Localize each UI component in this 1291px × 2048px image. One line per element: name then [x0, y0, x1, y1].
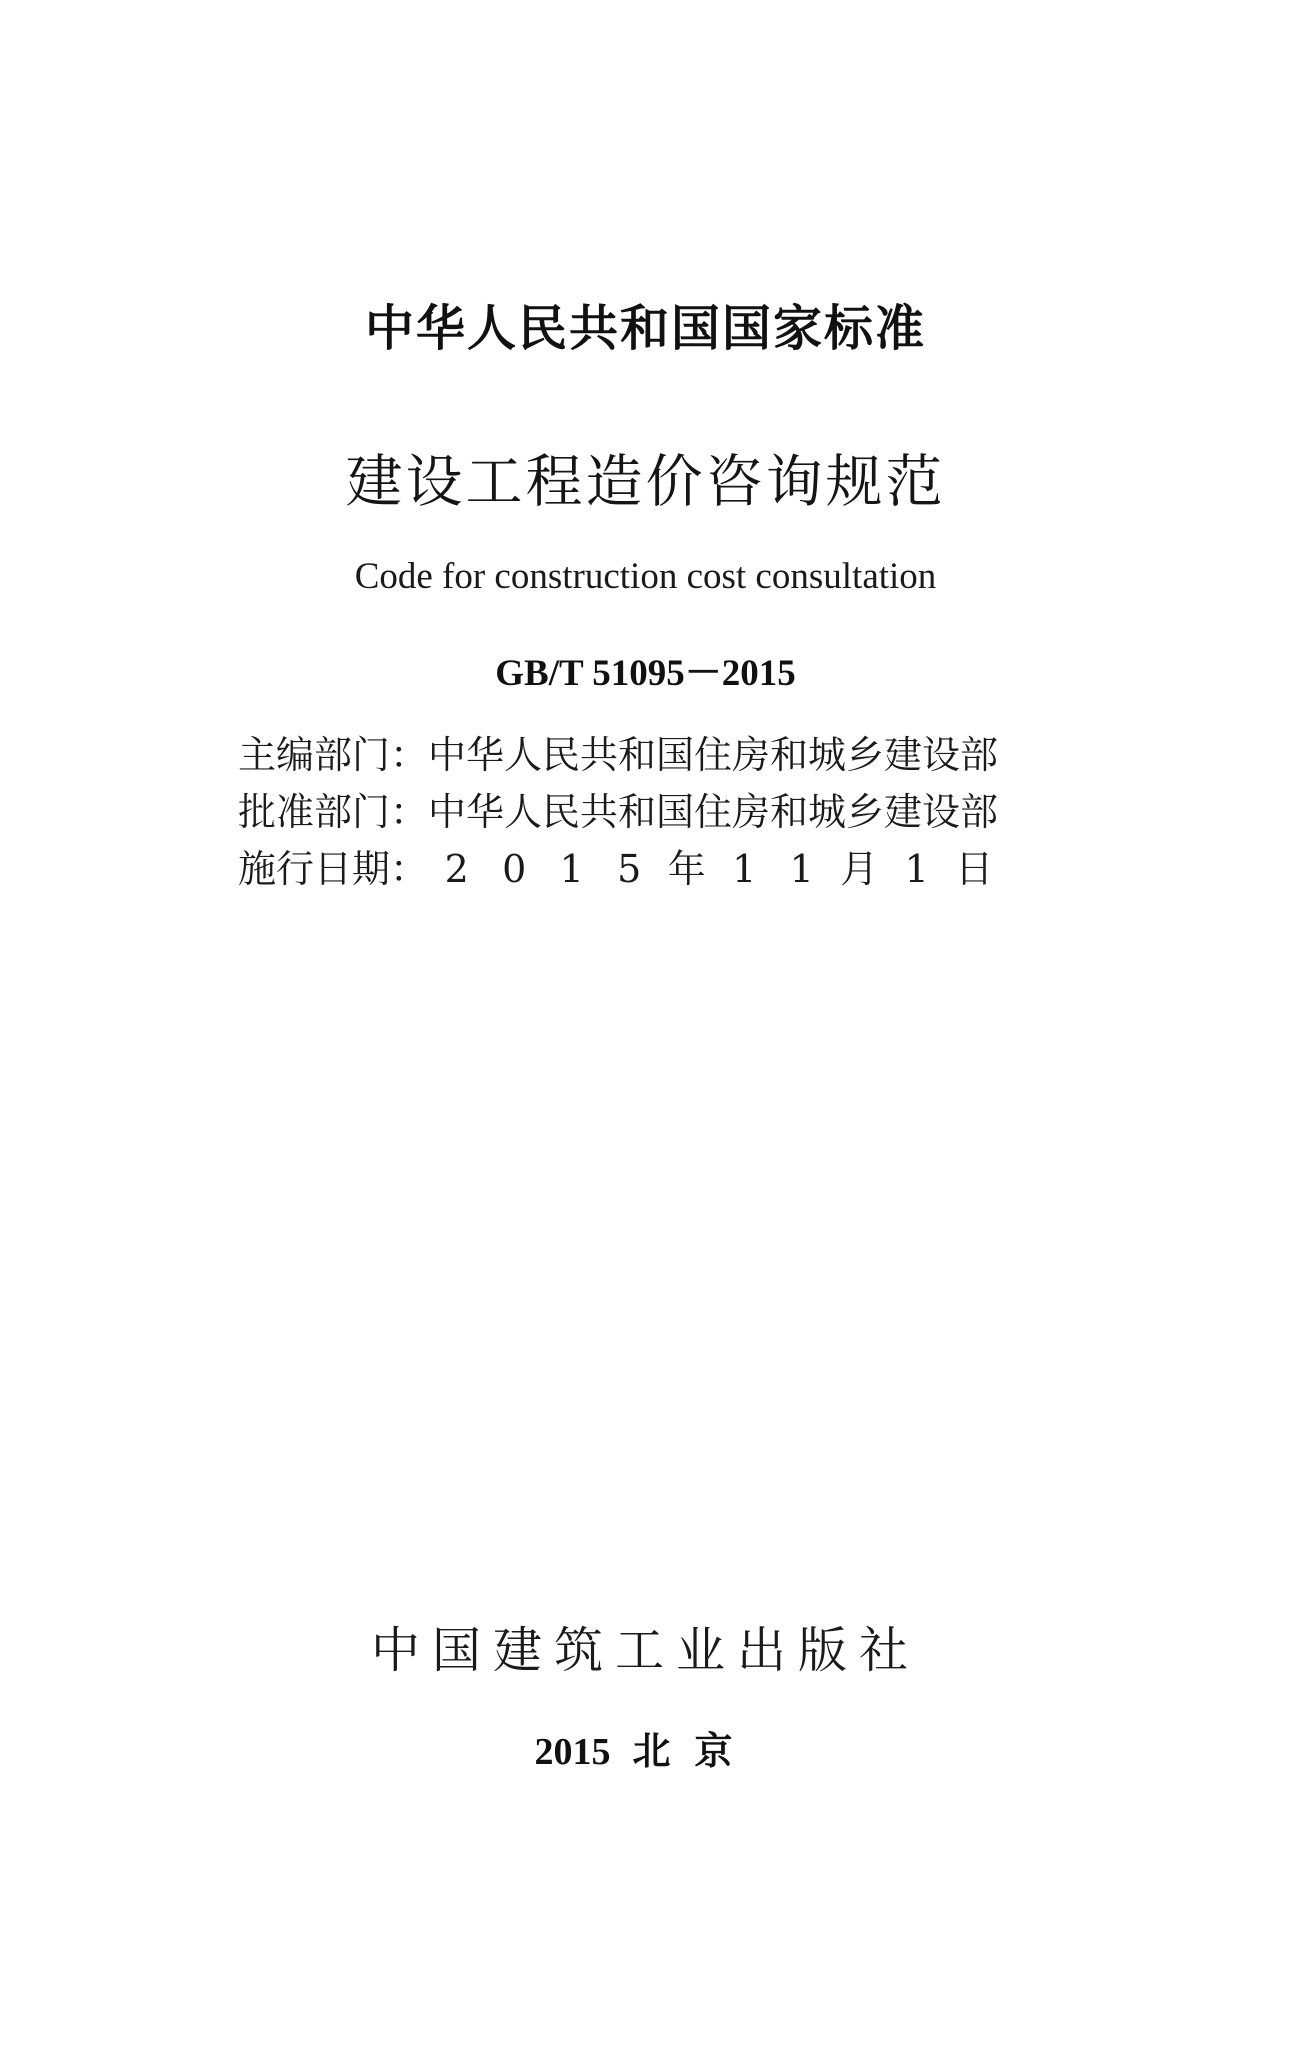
effective-date-row: [238, 841, 1038, 898]
publisher-name: 中国建筑工业出版社: [370, 1622, 920, 1679]
effective-date-char: 年: [667, 847, 706, 891]
effective-date-char: 日: [955, 847, 994, 891]
effective-date-char: 5: [617, 847, 642, 891]
chief-editor-label: 主编部门：: [238, 733, 429, 777]
approval-label: 批准部门：: [238, 790, 429, 834]
approval-row: [238, 784, 1038, 841]
info-block: [238, 727, 1038, 898]
effective-date-char: 1: [904, 847, 929, 891]
title-chinese: 建设工程造价咨询规范: [345, 449, 946, 515]
effective-date-char: 1: [789, 847, 814, 891]
effective-date-char: 2: [444, 847, 469, 891]
chief-editor-row: [238, 727, 1038, 784]
standard-type-heading: 中华人民共和国国家标准: [364, 300, 926, 357]
publish-line: [0, 1720, 1291, 1775]
effective-date-label: 施行日期：: [238, 847, 429, 891]
effective-date-value: [428, 841, 1003, 898]
publish-year: 2015: [534, 1731, 611, 1773]
effective-date-char: 1: [559, 847, 584, 891]
effective-date-char: 1: [732, 847, 757, 891]
effective-date-char: 0: [502, 847, 527, 891]
title-english: Code for construction cost consultation: [354, 556, 937, 597]
effective-date-char: 月: [840, 847, 879, 891]
publish-city: 北京: [632, 1729, 757, 1773]
standard-code: GB/T 51095－2015: [495, 653, 796, 694]
chief-editor-value: 中华人民共和国住房和城乡建设部: [428, 733, 999, 777]
approval-value: 中华人民共和国住房和城乡建设部: [428, 790, 999, 834]
